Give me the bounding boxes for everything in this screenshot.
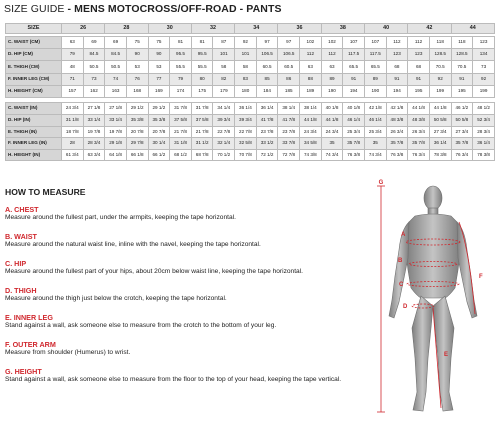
table-cell: 27 3/4 [451, 126, 473, 138]
table-cell: 117.5 [364, 48, 386, 60]
table-cell: 75 [126, 36, 148, 48]
table-cell: 118 [451, 36, 473, 48]
table-row [6, 86, 495, 98]
table-cell: 39 3/4 [235, 115, 257, 127]
table-cell: 21 7/8 [191, 126, 213, 138]
table-cell: 63 [300, 61, 322, 73]
table-cell: 52 3/4 [473, 115, 495, 127]
table-cell: 184 [256, 86, 278, 98]
row-label: C. WAIST (CM) [6, 36, 62, 48]
table-cell: 65.5 [343, 61, 365, 73]
table-cell: 123 [408, 48, 430, 60]
table-cell: 194 [343, 86, 365, 98]
table-cell: 55.5 [170, 61, 192, 73]
table-cell: 123 [473, 36, 495, 48]
table-cell: 82 [213, 73, 235, 85]
measure-heading: D. THIGH [5, 286, 37, 295]
table-cell: 27 1/8 [105, 103, 127, 115]
table-cell: 46 1/2 [451, 103, 473, 115]
table-cell: 91 [408, 73, 430, 85]
table-cell: 20 7/8 [148, 126, 170, 138]
measure-heading: B. WAIST [5, 232, 37, 241]
table-cell: 74 3/4 [321, 149, 343, 161]
table-cell: 36 1/4 [473, 138, 495, 150]
table-cell: 95.5 [191, 48, 213, 60]
table-cell: 40 1/8 [343, 103, 365, 115]
size-header-34: 34 [235, 24, 278, 34]
table-cell: 112 [386, 36, 408, 48]
measure-section-waist [5, 232, 365, 250]
table-cell: 74 3/8 [300, 149, 322, 161]
table-cell: 76 3/4 [408, 149, 430, 161]
table-cell: 190 [364, 86, 386, 98]
table-cell: 22 7/8 [213, 126, 235, 138]
row-label: H. HEIGHT (CM) [6, 86, 62, 98]
table-cell: 102 [321, 36, 343, 48]
table-cell: 128.5 [429, 48, 451, 60]
table-cell: 78 3/8 [473, 149, 495, 161]
table-cell: 107 [364, 36, 386, 48]
table-cell: 85 [256, 73, 278, 85]
table-cell: 65.5 [364, 61, 386, 73]
table-row [6, 103, 495, 115]
table-cell: 91 [343, 73, 365, 85]
table-cell: 169 [148, 86, 170, 98]
table-cell: 50.5 [105, 61, 127, 73]
table-cell: 92 [235, 36, 257, 48]
table-row [6, 115, 495, 127]
table-cell: 97 [278, 36, 300, 48]
table-cell: 22 7/8 [235, 126, 257, 138]
measure-section-inner-leg [5, 313, 365, 331]
table-cell: 77 [148, 73, 170, 85]
measure-section-height [5, 367, 365, 385]
table-cell: 33 1/4 [83, 115, 105, 127]
table-cell: 28 3/4 [473, 126, 495, 138]
table-cell: 53 [126, 61, 148, 73]
table-cell: 66 1/2 [148, 149, 170, 161]
table-cell: 90 [148, 48, 170, 60]
table-cell: 29 1/2 [126, 103, 148, 115]
table-cell: 44 1/8 [300, 115, 322, 127]
row-label: F. INNER LEG (IN) [6, 138, 62, 150]
measure-heading: G. HEIGHT [5, 367, 42, 376]
table-cell: 185 [278, 86, 300, 98]
table-cell: 101 [213, 48, 235, 60]
table-cell: 55.5 [191, 61, 213, 73]
table-cell: 84.5 [105, 48, 127, 60]
table-cell: 36 1/4 [235, 103, 257, 115]
table-row [6, 73, 495, 85]
table-cell: 27 3/4 [429, 126, 451, 138]
measure-description: Measure from shoulder (Humerus) to wrist. [5, 349, 131, 356]
table-cell: 30 1/4 [148, 138, 170, 150]
table-cell: 35 [364, 138, 386, 150]
table-cell: 70.5 [451, 61, 473, 73]
table-cell: 50.5 [83, 61, 105, 73]
size-header-30: 30 [148, 24, 191, 34]
table-row [6, 36, 495, 48]
table-cell: 61 3/4 [62, 149, 84, 161]
row-label: D. HIP (CM) [6, 48, 62, 60]
table-cell: 81 [191, 36, 213, 48]
table-cell: 44 1/8 [321, 115, 343, 127]
table-cell: 117.5 [343, 48, 365, 60]
table-cell: 36 1/4 [256, 103, 278, 115]
table-cell: 72 7/8 [278, 149, 300, 161]
table-cell: 35 7/8 [451, 138, 473, 150]
table-cell: 35 [321, 138, 343, 150]
table-cell: 87 [213, 36, 235, 48]
table-cell: 73 [473, 61, 495, 73]
row-label: C. WAIST (IN) [6, 103, 62, 115]
size-header-36: 36 [278, 24, 321, 34]
measure-heading: F. OUTER ARM [5, 340, 56, 349]
table-cell: 118 [429, 36, 451, 48]
table-cell: 88 [300, 73, 322, 85]
table-cell: 28 [62, 138, 84, 150]
table-cell: 39 3/4 [213, 115, 235, 127]
title-prefix: SIZE GUIDE [4, 3, 65, 15]
table-cell: 112 [321, 48, 343, 60]
table-cell: 70 7/8 [235, 149, 257, 161]
table-cell: 70 1/2 [213, 149, 235, 161]
how-to-measure-title: HOW TO MEASURE [5, 187, 86, 197]
table-cell: 74 3/4 [364, 149, 386, 161]
measurement-figure [365, 178, 497, 420]
table-cell: 123 [386, 48, 408, 60]
table-cell: 76 3/4 [451, 149, 473, 161]
table-cell: 162 [83, 86, 105, 98]
table-cell: 31 7/8 [170, 103, 192, 115]
table-cell: 34 1/4 [213, 103, 235, 115]
figure-letter-e: E [444, 352, 449, 358]
table-row [6, 126, 495, 138]
table-cell: 19 7/8 [105, 126, 127, 138]
table-cell: 76 [126, 73, 148, 85]
figure-letter-b: B [398, 258, 403, 264]
size-header-42: 42 [408, 24, 451, 34]
table-cell: 48 3/8 [408, 115, 430, 127]
size-chart-table [5, 23, 495, 161]
table-cell: 18 7/8 [62, 126, 84, 138]
figure-letter-f: F [479, 274, 483, 280]
table-cell: 179 [213, 86, 235, 98]
table-cell: 92 [429, 73, 451, 85]
table-cell: 76 3/8 [343, 149, 365, 161]
measure-description: Measure around the fullest part of your hips, about 20cm below waist line, keeping the tape horizontal. [5, 268, 303, 275]
table-cell: 69 [83, 36, 105, 48]
table-cell: 58 [213, 61, 235, 73]
figure-letter-c: C [399, 282, 404, 288]
table-cell: 134 [473, 48, 495, 60]
table-cell: 34 5/8 [300, 138, 322, 150]
table-cell: 23 7/8 [256, 126, 278, 138]
table-cell: 31 1/8 [170, 138, 192, 150]
table-cell: 33 7/8 [278, 138, 300, 150]
table-cell: 33 1/2 [256, 138, 278, 150]
table-cell: 128.5 [451, 48, 473, 60]
table-cell: 32 5/8 [235, 138, 257, 150]
table-cell: 29 1/2 [148, 103, 170, 115]
table-cell: 29 1/8 [105, 138, 127, 150]
row-label: D. HIP (IN) [6, 115, 62, 127]
table-cell: 90 [126, 48, 148, 60]
table-cell: 29 7/8 [126, 138, 148, 150]
table-cell: 71 [62, 73, 84, 85]
table-cell: 73 [83, 73, 105, 85]
measure-heading: E. INNER LEG [5, 313, 53, 322]
table-row [6, 138, 495, 150]
table-cell: 157 [62, 86, 84, 98]
size-header-26: 26 [62, 24, 105, 34]
table-cell: 63 [62, 36, 84, 48]
table-cell: 26 3/4 [386, 126, 408, 138]
measure-description: Measure around the natural waist line, inline with the navel, keeping the tape horizontal. [5, 241, 261, 248]
table-cell: 180 [235, 86, 257, 98]
body-silhouette [389, 186, 477, 411]
table-cell: 42 1/8 [364, 103, 386, 115]
table-cell: 84.5 [83, 48, 105, 60]
table-cell: 35 7/8 [408, 138, 430, 150]
body-diagram [365, 178, 497, 420]
table-cell: 194 [386, 86, 408, 98]
table-cell: 23 7/8 [278, 126, 300, 138]
table-cell: 92 [473, 73, 495, 85]
table-cell: 168 [126, 86, 148, 98]
table-cell: 53 [148, 61, 170, 73]
size-header-row [6, 24, 495, 34]
table-cell: 106.5 [256, 48, 278, 60]
table-cell: 106.5 [278, 48, 300, 60]
size-header-32: 32 [191, 24, 234, 34]
table-cell: 46 1/4 [364, 115, 386, 127]
table-cell: 70.5 [429, 61, 451, 73]
table-cell: 97 [256, 36, 278, 48]
measure-section-thigh [5, 286, 365, 304]
figure-letter-a: A [401, 232, 406, 238]
table-cell: 35 7/8 [343, 138, 365, 150]
table-cell: 95.5 [170, 48, 192, 60]
table-cell: 66 1/8 [126, 149, 148, 161]
table-cell: 44 1/8 [408, 103, 430, 115]
measure-section-outer-arm [5, 340, 365, 358]
table-cell: 35 3/8 [148, 115, 170, 127]
table-row [6, 61, 495, 73]
table-cell: 63 [321, 61, 343, 73]
table-cell: 35 3/8 [126, 115, 148, 127]
table-cell: 91 [451, 73, 473, 85]
measure-heading: C. HIP [5, 259, 27, 268]
size-header-28: 28 [105, 24, 148, 34]
table-cell: 91 [386, 73, 408, 85]
table-cell: 38 1/4 [300, 103, 322, 115]
table-cell: 25 3/4 [343, 126, 365, 138]
table-cell: 112 [408, 36, 430, 48]
table-cell: 80 [191, 73, 213, 85]
table-cell: 199 [429, 86, 451, 98]
row-label: E. THIGH (IN) [6, 126, 62, 138]
table-cell: 36 1/4 [429, 138, 451, 150]
table-row [6, 149, 495, 161]
table-cell: 63 3/4 [83, 149, 105, 161]
table-cell: 78 3/8 [429, 149, 451, 161]
table-cell: 190 [321, 86, 343, 98]
table-cell: 81 [170, 36, 192, 48]
table-cell: 25 3/4 [364, 126, 386, 138]
table-cell: 89 [364, 73, 386, 85]
table-cell: 31 7/8 [191, 103, 213, 115]
table-cell: 35 7/8 [386, 138, 408, 150]
table-cell: 24 3/4 [62, 103, 84, 115]
measure-description: Stand against a wall, ask someone else to measure from the floor to the top of your head, keeping the tape vertical. [5, 376, 342, 383]
table-cell: 68 7/8 [191, 149, 213, 161]
table-cell: 75 [148, 36, 170, 48]
table-cell: 60.5 [278, 61, 300, 73]
table-cell: 107 [343, 36, 365, 48]
table-cell: 68 [386, 61, 408, 73]
row-label: E. THIGH (CM) [6, 61, 62, 73]
table-cell: 79 [62, 48, 84, 60]
table-cell: 68 1/2 [170, 149, 192, 161]
table-cell: 195 [408, 86, 430, 98]
table-cell: 68 [408, 61, 430, 73]
table-cell: 24 3/4 [300, 126, 322, 138]
table-cell: 60.5 [256, 61, 278, 73]
title-main: - MENS MOTOCROSS/OFF-ROAD - PANTS [64, 3, 282, 15]
size-header-40: 40 [364, 24, 407, 34]
row-label: F. INNER LEG (CM) [6, 73, 62, 85]
size-header-38: 38 [321, 24, 364, 34]
table-cell: 64 1/8 [105, 149, 127, 161]
table-cell: 50 5/8 [451, 115, 473, 127]
table-cell: 31 1/8 [62, 115, 84, 127]
table-cell: 27 1/8 [83, 103, 105, 115]
table-cell: 58 [235, 61, 257, 73]
table-cell: 41 7/8 [278, 115, 300, 127]
table-cell: 48 [62, 61, 84, 73]
table-cell: 46 1/4 [343, 115, 365, 127]
measure-section-chest [5, 205, 365, 223]
table-cell: 40 1/8 [321, 103, 343, 115]
table-cell: 44 1/8 [429, 103, 451, 115]
table-cell: 79 [170, 73, 192, 85]
table-cell: 26 3/4 [408, 126, 430, 138]
table-cell: 163 [105, 86, 127, 98]
table-row [6, 48, 495, 60]
table-cell: 74 [105, 73, 127, 85]
measure-description: Measure around the thigh just below the crotch, keeping the tape horizontal. [5, 295, 227, 302]
table-cell: 42 1/8 [386, 103, 408, 115]
table-cell: 21 7/8 [170, 126, 192, 138]
table-cell: 102 [300, 36, 322, 48]
table-cell: 83 [235, 73, 257, 85]
table-cell: 86 [278, 73, 300, 85]
table-cell: 37 5/8 [170, 115, 192, 127]
table-cell: 19 7/8 [83, 126, 105, 138]
size-header-label: SIZE [6, 24, 62, 34]
measure-description: Stand against a wall, ask someone else to measure from the crotch to the bottom of your leg. [5, 322, 277, 329]
table-cell: 89 [321, 73, 343, 85]
table-cell: 76 3/8 [386, 149, 408, 161]
measure-description: Measure around the fullest part, under the armpits, keeping the tape horizontal. [5, 214, 236, 221]
row-label: H. HEIGHT (IN) [6, 149, 62, 161]
table-cell: 101 [235, 48, 257, 60]
table-cell: 175 [191, 86, 213, 98]
table-cell: 28 3/4 [83, 138, 105, 150]
measure-section-hip [5, 259, 365, 277]
table-cell: 31 1/2 [191, 138, 213, 150]
table-cell: 50 5/8 [429, 115, 451, 127]
size-header-44: 44 [451, 24, 494, 34]
figure-letter-g: G [378, 180, 384, 186]
table-cell: 112 [300, 48, 322, 60]
table-cell: 48 3/8 [386, 115, 408, 127]
measure-heading: A. CHEST [5, 205, 39, 214]
table-cell: 189 [300, 86, 322, 98]
table-cell: 48 1/2 [473, 103, 495, 115]
table-cell: 38 1/4 [278, 103, 300, 115]
table-cell: 72 1/2 [256, 149, 278, 161]
table-cell: 41 7/8 [256, 115, 278, 127]
table-cell: 174 [170, 86, 192, 98]
figure-letter-d: D [403, 304, 408, 310]
table-cell: 33 1/4 [105, 115, 127, 127]
table-cell: 37 5/8 [191, 115, 213, 127]
table-cell: 69 [105, 36, 127, 48]
table-cell: 199 [473, 86, 495, 98]
table-cell: 24 3/4 [321, 126, 343, 138]
table-cell: 195 [451, 86, 473, 98]
table-cell: 32 1/4 [213, 138, 235, 150]
table-cell: 20 7/8 [126, 126, 148, 138]
page-title [4, 3, 282, 15]
